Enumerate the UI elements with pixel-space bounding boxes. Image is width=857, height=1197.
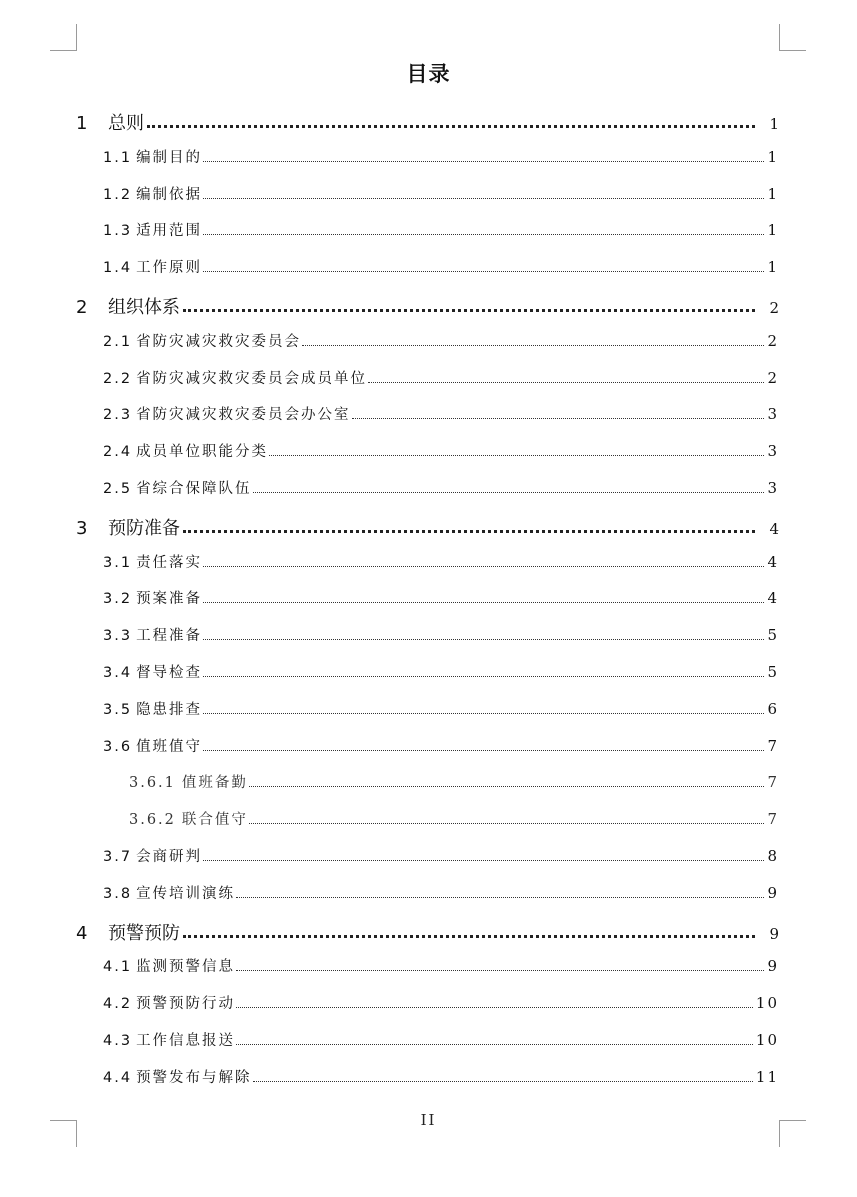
toc-entry[interactable] (103, 624, 779, 645)
toc-entry-page: 1 (769, 115, 779, 133)
toc-entry[interactable] (103, 219, 779, 240)
toc-entry-label: 联合值守 (181, 812, 248, 829)
dot-leader (253, 491, 765, 493)
toc-entry-label: 省防灾减灾救灾委员会成员单位 (136, 370, 368, 387)
toc-entry-number: 3.7 (103, 849, 133, 865)
toc-entry-page: 2 (769, 299, 779, 317)
toc-entry-page: 4 (767, 552, 779, 571)
toc-entry[interactable] (103, 992, 779, 1013)
toc-entry-page: 4 (769, 519, 779, 538)
toc-entry[interactable] (129, 808, 779, 829)
toc-entry-page: 9 (767, 883, 779, 902)
toc-entry-label: 会商研判 (136, 849, 203, 865)
toc-entry-number: 4.3 (103, 1033, 133, 1049)
dot-leader (269, 454, 764, 456)
toc-entry-number: 3.3 (103, 628, 133, 645)
toc-entry-number: 2.1 (103, 333, 133, 350)
toc-entry-label: 责任落实 (136, 554, 203, 571)
dot-leader (203, 859, 764, 861)
toc-entry-number: 2.2 (103, 370, 133, 387)
toc-entry[interactable] (103, 477, 779, 498)
toc-entry-page: 10 (755, 1031, 779, 1049)
toc-entry-number: 1.2 (103, 186, 133, 203)
toc-entry[interactable] (103, 256, 779, 277)
toc-entry[interactable] (103, 551, 779, 572)
dot-leader (249, 785, 765, 787)
toc-entry-number: 4.1 (103, 959, 133, 976)
toc-entry-page: 3 (767, 405, 779, 424)
toc-entry-number: 3.6 (103, 738, 133, 755)
toc-entry[interactable] (103, 330, 779, 351)
toc-entry-page: 7 (767, 810, 779, 829)
dot-leader (183, 308, 755, 312)
dot-leader (203, 233, 764, 235)
toc-entry-number: 4 (76, 922, 88, 944)
dot-leader (236, 969, 764, 971)
toc-entry-number: 2.4 (103, 444, 133, 461)
toc-entry-page: 1 (767, 147, 779, 166)
toc-entry-number: 4.4 (103, 1069, 133, 1086)
toc-entry-number: 3.1 (103, 554, 133, 571)
toc-entry-number: 1 (76, 113, 88, 134)
dot-leader (203, 712, 764, 714)
dot-leader (203, 675, 764, 677)
toc-entry[interactable] (103, 1029, 779, 1050)
toc-entry-number: 3.5 (103, 701, 133, 718)
dot-leader (203, 749, 764, 751)
toc-entry-label: 编制依据 (136, 186, 203, 203)
dot-leader (236, 1006, 753, 1008)
toc-entry-page: 7 (767, 736, 779, 755)
toc-entry-label: 宣传培训演练 (136, 885, 236, 902)
toc-entry-page: 4 (767, 589, 779, 608)
toc-entry-page: 10 (755, 994, 779, 1013)
toc-entry-number: 4.2 (103, 996, 133, 1013)
toc-entry-page: 1 (767, 258, 779, 277)
toc-entry-label: 省防灾减灾救灾委员会 (136, 333, 302, 350)
toc-entry-label: 预防准备 (108, 517, 180, 539)
toc-entry-label: 预警预防行动 (136, 996, 236, 1013)
dot-leader (183, 529, 755, 533)
toc-entry[interactable] (103, 698, 779, 719)
dot-leader (203, 197, 764, 199)
toc-entry-number: 3.4 (103, 665, 133, 681)
toc-entry-number: 1.4 (103, 260, 133, 277)
toc-entry[interactable] (129, 771, 779, 792)
dot-leader (352, 417, 765, 419)
toc-entry-page: 11 (755, 1067, 779, 1086)
toc-entry[interactable] (76, 514, 779, 540)
toc-entry[interactable] (103, 1066, 779, 1087)
toc-entry[interactable] (76, 919, 779, 945)
toc-entry-number: 2.5 (103, 481, 133, 497)
toc-entry-label: 省综合保障队伍 (136, 481, 252, 497)
toc-entry[interactable] (103, 183, 779, 204)
toc-entry-number: 2 (76, 297, 88, 318)
toc-entry[interactable] (103, 440, 779, 461)
toc-entry-page: 7 (767, 773, 779, 792)
toc-entry-label: 总则 (108, 113, 144, 134)
toc-entry-page: 5 (767, 663, 779, 681)
toc-entry-number: 3.6.1 (129, 775, 176, 792)
toc-entry-label: 省防灾减灾救灾委员会办公室 (136, 407, 351, 424)
toc-entry-label: 预警发布与解除 (136, 1069, 252, 1086)
toc-entry-number: 3.8 (103, 885, 133, 902)
toc-entry[interactable] (103, 955, 779, 976)
dot-leader (368, 381, 764, 383)
toc-entry-label: 值班备勤 (181, 775, 248, 792)
toc-entry-number: 1.1 (103, 149, 133, 166)
dot-leader (203, 638, 764, 640)
toc-entry-label: 预警预防 (108, 922, 180, 944)
toc-entry-label: 工作原则 (136, 260, 203, 277)
toc-entry-page: 8 (767, 847, 779, 865)
toc-entry-page: 9 (769, 924, 779, 943)
toc-entry-page: 2 (767, 331, 779, 350)
toc-entry-page: 3 (767, 442, 779, 461)
dot-leader (203, 160, 764, 162)
toc-entry-label: 值班值守 (136, 738, 203, 755)
dot-leader (183, 934, 755, 938)
toc-entry-label: 监测预警信息 (136, 959, 236, 976)
crop-mark-top-right (779, 24, 806, 51)
toc-entry-page: 1 (767, 221, 779, 240)
toc-entry-label: 督导检查 (136, 665, 203, 681)
dot-leader (236, 1043, 753, 1045)
dot-leader (203, 565, 764, 567)
toc-entry-page: 9 (767, 957, 779, 976)
toc-title: 目录 (406, 62, 451, 86)
page-number: II (420, 1111, 437, 1129)
toc-entry[interactable] (103, 882, 779, 903)
toc-entry-page: 6 (767, 699, 779, 718)
toc-entry-label: 适用范围 (136, 223, 203, 240)
toc-entry-number: 1.3 (103, 223, 133, 240)
dot-leader (253, 1080, 753, 1082)
dot-leader (249, 822, 765, 824)
dot-leader (302, 344, 764, 346)
toc-entry[interactable] (103, 367, 779, 388)
crop-mark-top-left (50, 24, 77, 51)
toc-entry-label: 成员单位职能分类 (136, 444, 269, 461)
toc-entry-label: 工程准备 (136, 628, 203, 645)
toc-entry-label: 组织体系 (108, 297, 180, 318)
toc-entry-label: 编制目的 (136, 149, 203, 166)
toc-entry-label: 工作信息报送 (136, 1033, 236, 1049)
toc-entry[interactable] (103, 735, 779, 756)
toc-entry[interactable] (103, 146, 779, 167)
toc-entry[interactable] (76, 109, 779, 135)
toc-entry[interactable] (103, 661, 779, 682)
toc-entry[interactable] (76, 293, 779, 319)
dot-leader (236, 896, 764, 898)
dot-leader (203, 601, 764, 603)
toc-entry[interactable] (103, 587, 779, 608)
toc-entry-page: 3 (767, 479, 779, 497)
dot-leader (203, 270, 764, 272)
toc-entry-page: 5 (767, 626, 779, 645)
toc-entry[interactable] (103, 845, 779, 866)
toc-entry-label: 隐患排查 (136, 701, 203, 718)
toc-entry-page: 1 (767, 184, 779, 203)
dot-leader (147, 124, 755, 128)
toc-entry-number: 3 (76, 517, 88, 539)
toc-entry-number: 3.2 (103, 591, 133, 608)
toc-entry-page: 2 (767, 368, 779, 387)
toc-entry[interactable] (103, 403, 779, 424)
toc-entry-label: 预案准备 (136, 591, 203, 608)
toc-entry-number: 2.3 (103, 407, 133, 424)
toc-entry-number: 3.6.2 (129, 812, 176, 829)
